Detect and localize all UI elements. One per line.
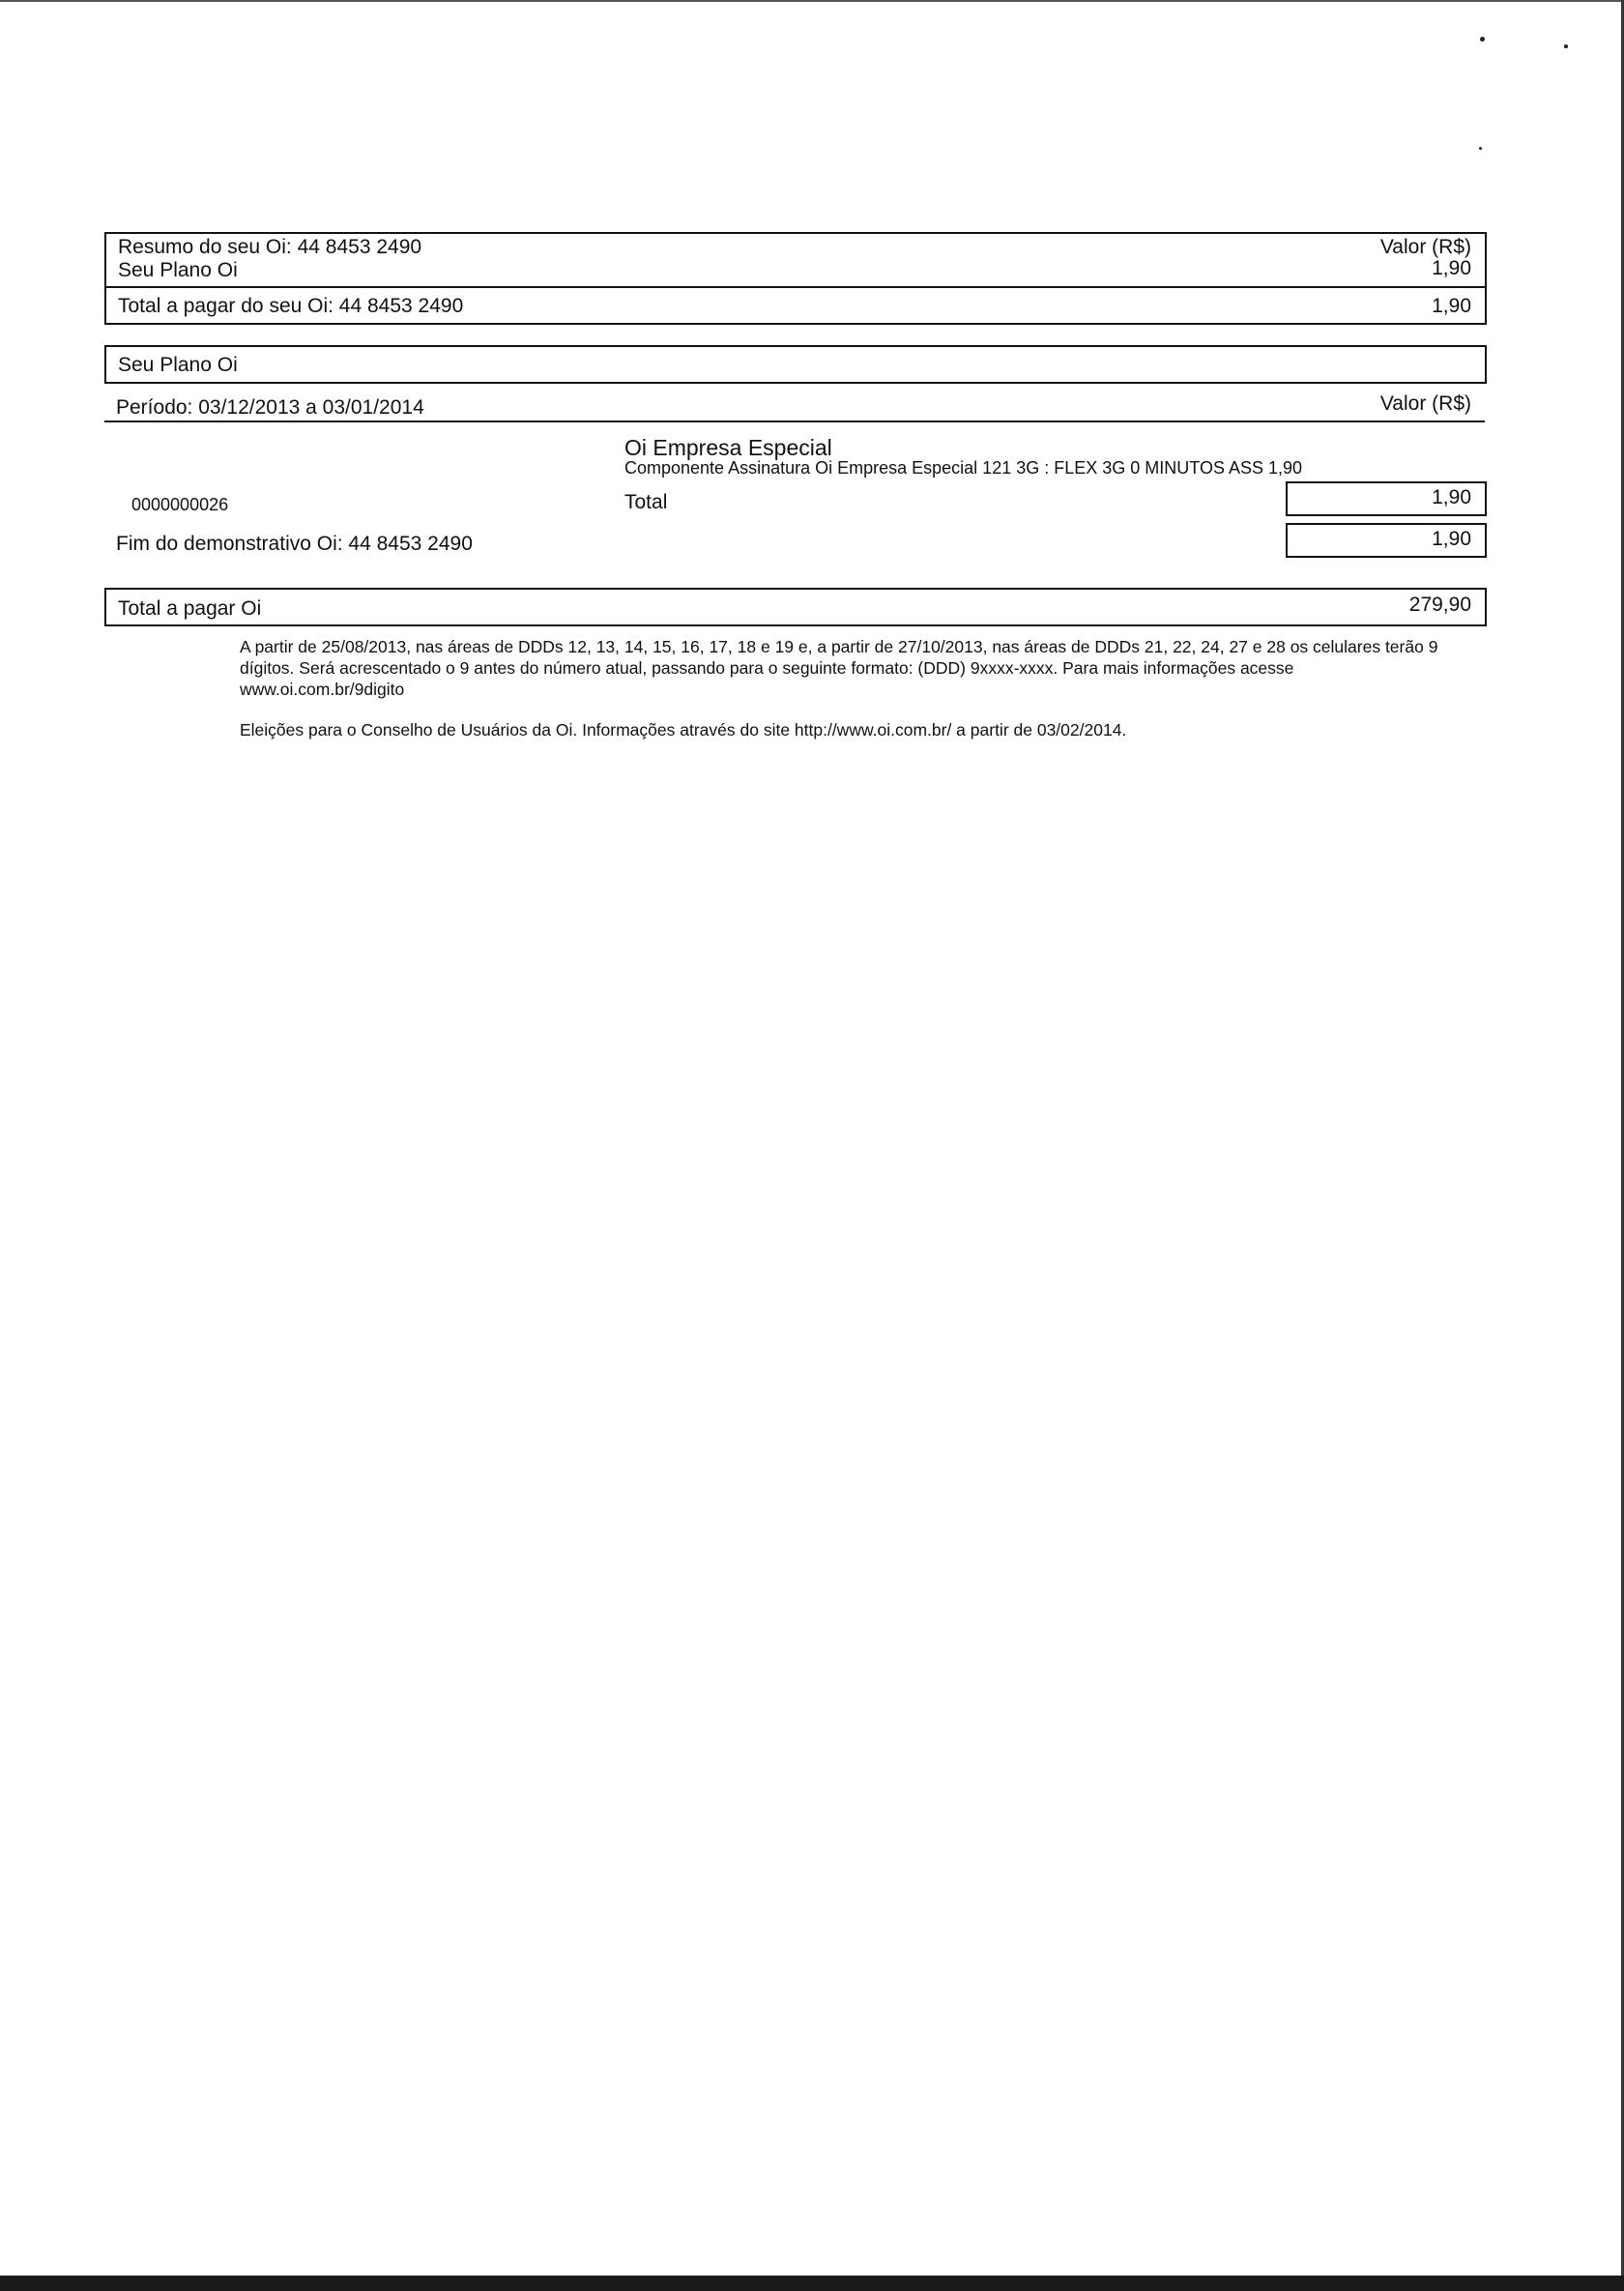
total-pagar-box: [104, 588, 1487, 626]
notices-block: [240, 636, 1458, 740]
fim-demonstrativo-label: Fim do demonstrativo Oi: 44 8453 2490: [116, 533, 473, 555]
scan-speck: [1564, 44, 1568, 48]
plano-section-title: Seu Plano Oi: [118, 354, 238, 376]
periodo-label: Período: 03/12/2013 a 03/01/2014: [116, 396, 424, 419]
component-line: Componente Assinatura Oi Empresa Especial 121 3G : FLEX 3G 0 MINUTOS ASS 1,90: [624, 458, 1303, 478]
item-code: 0000000026: [131, 495, 229, 514]
resumo-title: Resumo do seu Oi: 44 8453 2490: [118, 236, 422, 258]
page-edge-top: [0, 0, 1624, 2]
resumo-valor-header: Valor (R$): [1379, 236, 1471, 258]
page-edge-bottom: [0, 2276, 1624, 2291]
resumo-plan-value: 1,90: [1432, 257, 1471, 279]
resumo-total-label: Total a pagar do seu Oi: 44 8453 2490: [118, 295, 464, 317]
ddd-notice: A partir de 25/08/2013, nas áreas de DDDs 12, 13, 14, 15, 16, 17, 18 e 19 e, a partir de 27/10/2013, nas áreas de DDDs 21, 22, 24, 27 e 28 os celulares terão 9 dígitos. Será acrescentado o 9 antes do número atual, passando para o seguinte formato: (DDD) 9xxxx-xxxx. Para mais informações acesse www.oi.com.br/9digito: [240, 637, 1438, 699]
election-notice: Eleições para o Conselho de Usuários da Oi. Informações através do site http://www.oi.com.br/ a partir de 03/02/2014.: [240, 720, 1127, 740]
resumo-total-value: 1,90: [1432, 295, 1471, 317]
scan-speck: [1480, 37, 1485, 42]
scan-speck: [1479, 147, 1482, 150]
plano-valor-header: Valor (R$): [1379, 392, 1471, 415]
periodo-divider: [104, 420, 1485, 422]
resumo-plan-label: Seu Plano Oi: [118, 259, 238, 281]
resumo-divider: [104, 286, 1485, 288]
plano-total-value: 1,90: [1432, 486, 1471, 508]
product-name: Oi Empresa Especial: [624, 435, 832, 460]
total-pagar-value: 279,90: [1408, 594, 1471, 616]
plano-total-label: Total: [624, 491, 668, 513]
plano-section-box: [104, 345, 1487, 384]
fim-demonstrativo-value: 1,90: [1432, 528, 1471, 550]
total-pagar-label: Total a pagar Oi: [118, 597, 262, 620]
